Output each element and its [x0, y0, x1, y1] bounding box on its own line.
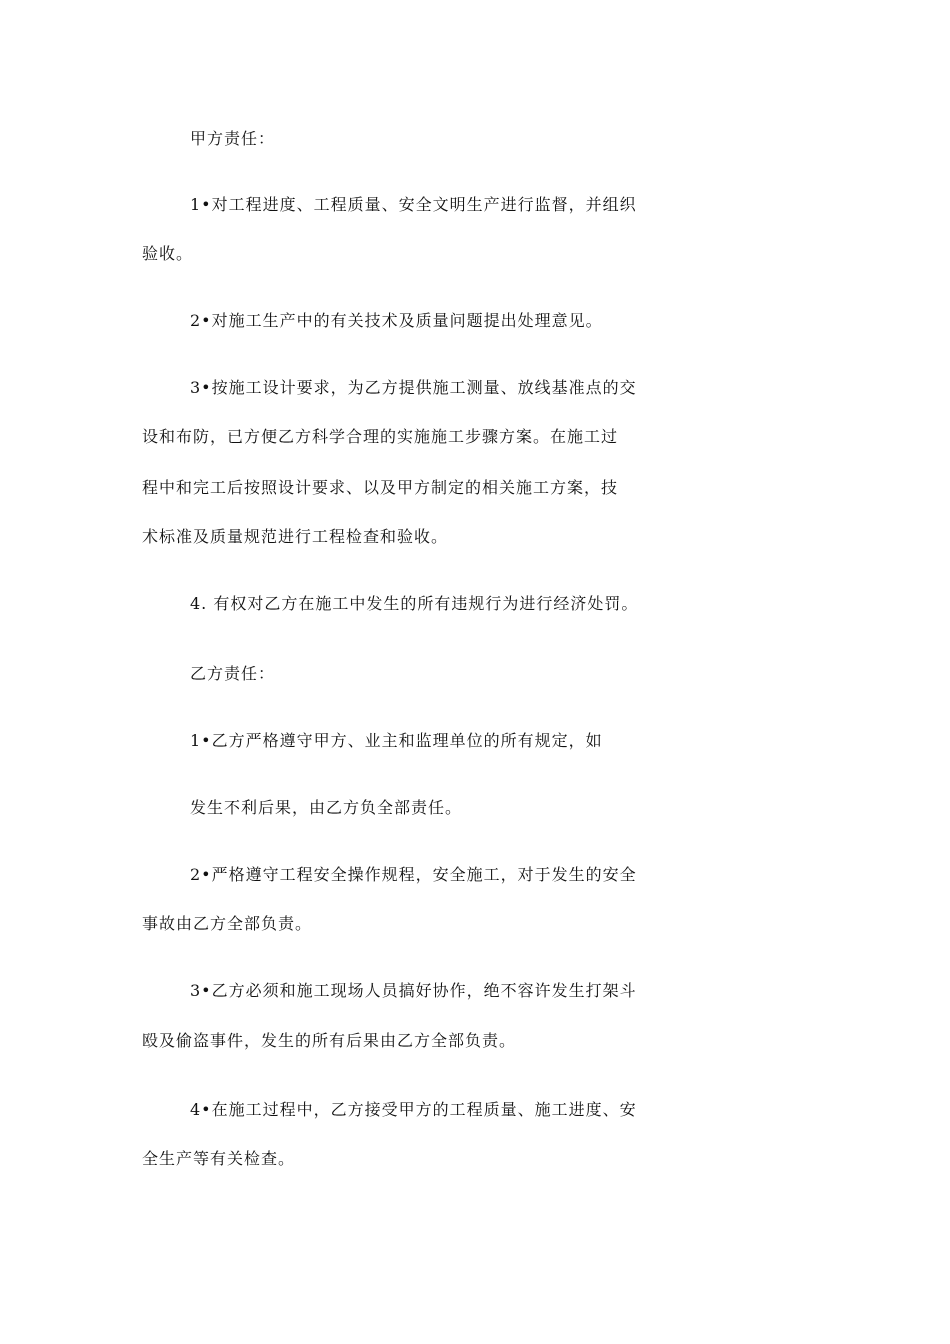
party-b-item-3-line-1: 3•乙方必须和施工现场人员搞好协作，绝不容许发生打架斗	[190, 981, 637, 1000]
party-b-item-4-line-1: 4•在施工过程中，乙方接受甲方的工程质量、施工进度、安	[190, 1100, 637, 1119]
party-a-item-4-line-1: 4. 有权对乙方在施工中发生的所有违规行为进行经济处罚。	[190, 594, 639, 613]
party-a-item-3-line-4: 术标准及质量规范进行工程检查和验收。	[142, 527, 449, 546]
party-a-item-1-line-1: 1•对工程进度、工程质量、安全文明生产进行监督，并组织	[190, 195, 637, 214]
party-a-item-3-line-1: 3•按施工设计要求，为乙方提供施工测量、放线基准点的交	[190, 378, 637, 397]
party-b-item-1-line-1: 1•乙方严格遵守甲方、业主和监理单位的所有规定，如	[190, 731, 603, 750]
party-b-item-1-line-2: 发生不利后果，由乙方负全部责任。	[190, 798, 463, 817]
party-b-item-2-line-1: 2•严格遵守工程安全操作规程，安全施工，对于发生的安全	[190, 865, 637, 884]
party-b-heading: 乙方责任：	[190, 664, 276, 683]
party-a-item-2-line-1: 2•对施工生产中的有关技术及质量问题提出处理意见。	[190, 311, 603, 330]
party-a-item-3-line-3: 程中和完工后按照设计要求、以及甲方制定的相关施工方案，技	[142, 478, 619, 497]
party-a-heading: 甲方责任：	[190, 129, 276, 148]
party-b-item-2-line-2: 事故由乙方全部负责。	[142, 914, 313, 933]
party-a-item-1-line-2: 验收。	[142, 244, 194, 263]
party-b-item-4-line-2: 全生产等有关检查。	[142, 1149, 296, 1168]
party-a-item-3-line-2: 设和布防，已方便乙方科学合理的实施施工步骤方案。在施工过	[142, 427, 619, 446]
party-b-item-3-line-2: 殴及偷盗事件，发生的所有后果由乙方全部负责。	[142, 1031, 517, 1050]
